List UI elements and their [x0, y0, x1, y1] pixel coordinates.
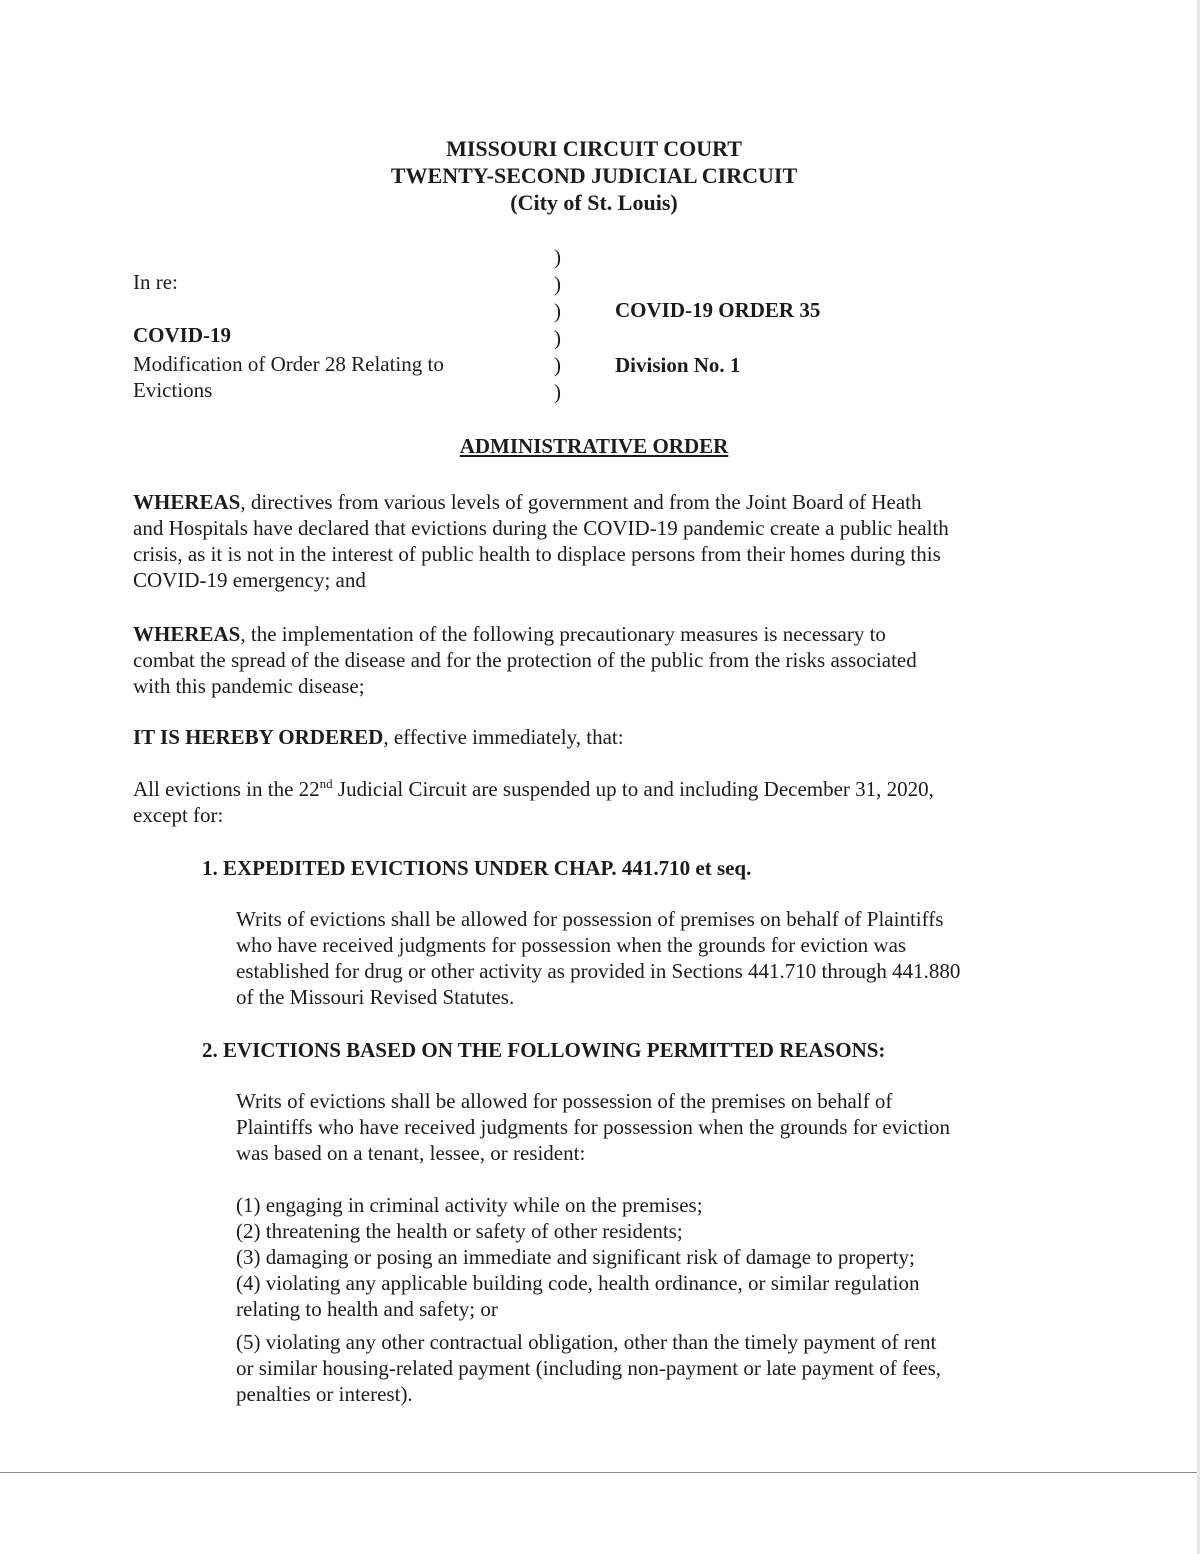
section-heading: 1. EXPEDITED EVICTIONS UNDER CHAP. 441.710 et seq.: [202, 856, 752, 880]
whereas-line: and Hospitals have declared that evictions during the COVID-19 pandemic create a public health: [133, 516, 949, 540]
whereas-text: , directives from various levels of government and from the Joint Board of Heath: [240, 490, 922, 514]
whereas-lead: WHEREAS: [133, 490, 241, 514]
order-number: COVID-19 ORDER 35: [615, 298, 821, 322]
reason-line: (1) engaging in criminal activity while on the premises;: [236, 1193, 703, 1217]
circuit-name: TWENTY-SECOND JUDICIAL CIRCUIT: [390, 163, 798, 188]
section-body-line: who have received judgments for possession when the grounds for eviction was: [236, 933, 907, 957]
reason-line: (3) damaging or posing an immediate and significant risk of damage to property;: [236, 1245, 915, 1269]
caption-paren: ): [554, 245, 561, 269]
whereas-line: with this pandemic disease;: [133, 674, 365, 698]
section-body-line: was based on a tenant, lessee, or resident:: [236, 1141, 586, 1165]
caption-paren: ): [554, 326, 561, 350]
ordered-clause: [133, 724, 624, 750]
caption-description-line: Modification of Order 28 Relating to: [133, 352, 444, 376]
whereas-line: crisis, as it is not in the interest of public health to displace persons from their homes during this: [133, 542, 941, 566]
caption-paren: ): [554, 272, 561, 296]
whereas-line: [133, 621, 886, 647]
ordinal-suffix: nd: [319, 776, 333, 791]
section-body-line: established for drug or other activity as provided in Sections 441.710 through 441.880: [236, 959, 961, 983]
caption-subject: COVID-19: [133, 323, 231, 347]
section-body-line: of the Missouri Revised Statutes.: [236, 985, 515, 1009]
whereas-text: , the implementation of the following precautionary measures is necessary to: [240, 622, 886, 646]
reason-line: penalties or interest).: [236, 1382, 413, 1406]
section-body-line: Writs of evictions shall be allowed for possession of the premises on behalf of: [236, 1089, 893, 1113]
whereas-lead: WHEREAS: [133, 622, 241, 646]
reason-line: (5) violating any other contractual obligation, other than the timely payment of rent: [236, 1330, 937, 1354]
document-title: ADMINISTRATIVE ORDER: [459, 434, 729, 458]
division-number: Division No. 1: [615, 353, 741, 377]
page-divider: [0, 1472, 1200, 1473]
caption-paren: ): [554, 299, 561, 323]
whereas-line: combat the spread of the disease and for the protection of the public from the risks associated: [133, 648, 917, 672]
reason-line: (2) threatening the health or safety of other residents;: [236, 1219, 683, 1243]
ordered-lead: IT IS HEREBY ORDERED: [133, 725, 384, 749]
whereas-line: COVID-19 emergency; and: [133, 568, 366, 592]
section-body-line: Plaintiffs who have received judgments for possession when the grounds for eviction: [236, 1115, 951, 1139]
whereas-line: [133, 489, 922, 515]
ordered-text: , effective immediately, that:: [383, 725, 624, 749]
caption-paren: ): [554, 380, 561, 404]
court-name: MISSOURI CIRCUIT COURT: [446, 136, 742, 161]
reason-line: relating to health and safety; or: [236, 1297, 498, 1321]
section-body-line: Writs of evictions shall be allowed for possession of premises on behalf of Plaintiffs: [236, 907, 944, 931]
section-heading: 2. EVICTIONS BASED ON THE FOLLOWING PERMITTED REASONS:: [202, 1038, 886, 1062]
reason-line: (4) violating any applicable building code, health ordinance, or similar regulation: [236, 1271, 920, 1295]
caption-description-line: Evictions: [133, 378, 213, 402]
in-re-label: In re:: [133, 270, 178, 294]
suspension-line: except for:: [133, 803, 224, 827]
caption-paren: ): [554, 353, 561, 377]
reason-line: or similar housing-related payment (including non-payment or late payment of fees,: [236, 1356, 942, 1380]
suspension-line: All evictions in the 22nd Judicial Circuit are suspended up to and including December 31, 2020,: [133, 776, 934, 801]
city-name: (City of St. Louis): [510, 190, 678, 215]
